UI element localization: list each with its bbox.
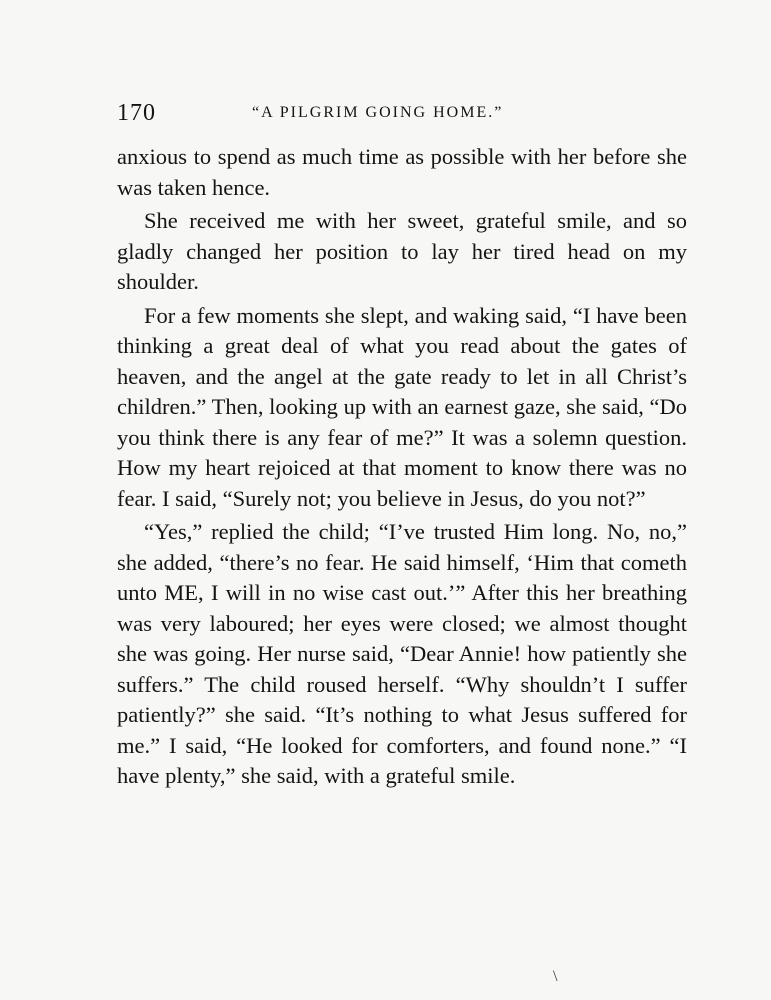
- page-header: [117, 92, 687, 132]
- print-mark: \: [553, 968, 558, 985]
- paragraph: She received me with her sweet, grateful smile, and so gladly changed her position to lay her tired head on my shoulder.: [117, 208, 687, 294]
- body-text: [117, 142, 687, 792]
- paragraph-continued: anxious to spend as much time as possible with her before she was taken hence.: [117, 144, 687, 200]
- page-number: 170: [117, 100, 156, 126]
- running-title: “A PILGRIM GOING HOME.”: [252, 104, 504, 121]
- paragraph: “Yes,” replied the child; “I’ve trusted Him long. No, no,” she added, “there’s no fear. He said himself, ‘Him that cometh unto ME, I will in no wise cast out.’” After this her breathing was very laboured; her eyes were closed; we almost thought she was going. Her nurse said, “Dear Annie! how patiently she suffers.” The child roused herself. “Why shouldn’t I suffer patiently?” she said. “It’s nothing to what Jesus suffered for me.” I said, “He looked for comforters, and found none.” “I have plenty,” she said, with a grateful smile.: [117, 519, 687, 788]
- paragraph: For a few moments she slept, and waking said, “I have been thinking a great deal of what you read about the gates of heaven, and the angel at the gate ready to let in all Christ’s children.” Then, looking up with an earnest gaze, she said, “Do you think there is any fear of me?” It was a solemn question. How my heart rejoiced at that moment to know there was no fear. I said, “Surely not; you believe in Jesus, do you not?”: [117, 302, 687, 511]
